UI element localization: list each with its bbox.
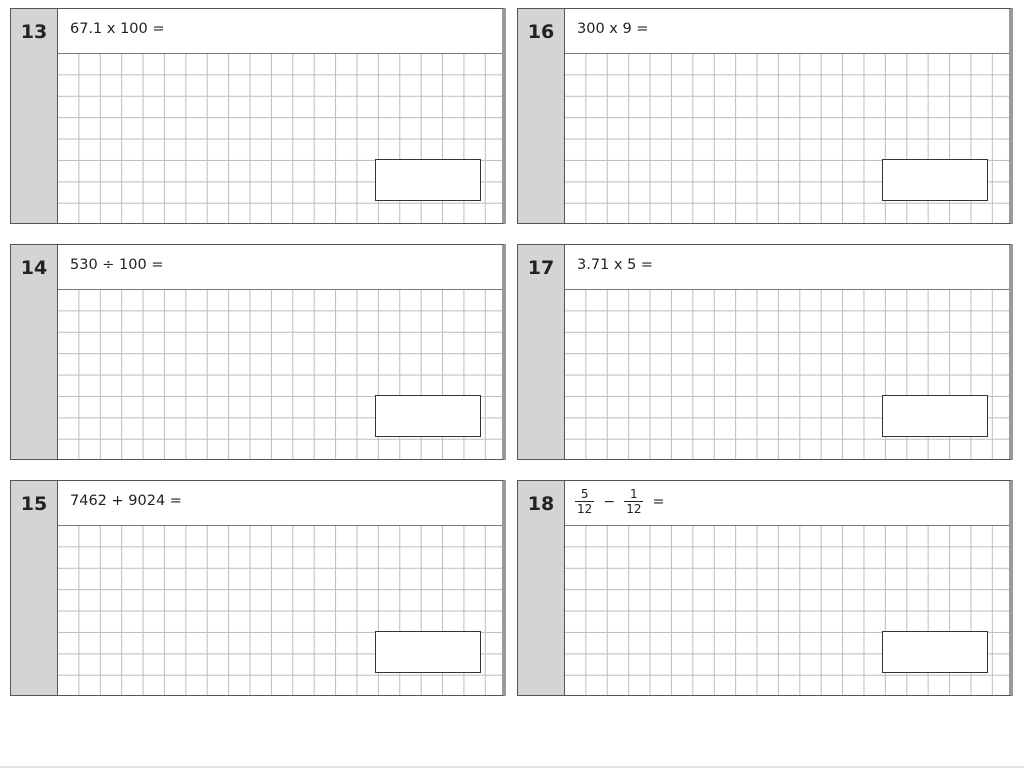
question-header	[58, 481, 502, 526]
question-number: 18	[527, 493, 555, 515]
question-number-panel	[11, 245, 58, 459]
question-number-panel	[518, 481, 565, 695]
answer-box[interactable]	[882, 631, 988, 673]
question-header	[565, 481, 1009, 526]
question-number-panel	[518, 245, 565, 459]
fraction-numerator: 1	[624, 487, 643, 502]
question-number-panel	[11, 481, 58, 695]
question-text	[575, 487, 668, 516]
question-header	[565, 245, 1009, 290]
fraction	[624, 487, 643, 516]
question-text: 67.1 x 100 =	[70, 21, 165, 37]
question-18	[517, 480, 1013, 696]
answer-box[interactable]	[375, 395, 481, 437]
question-header	[58, 245, 502, 290]
question-number: 16	[527, 21, 555, 43]
question-17	[517, 244, 1013, 460]
question-number: 14	[20, 257, 48, 279]
question-number: 17	[527, 257, 555, 279]
question-number: 13	[20, 21, 48, 43]
question-14	[10, 244, 506, 460]
answer-box[interactable]	[375, 159, 481, 201]
question-text: 3.71 x 5 =	[577, 257, 654, 273]
answer-box[interactable]	[882, 159, 988, 201]
question-header	[58, 9, 502, 54]
question-16	[517, 8, 1013, 224]
minus-operator: −	[603, 493, 616, 510]
question-text: 530 ÷ 100 =	[70, 257, 164, 273]
answer-box[interactable]	[375, 631, 481, 673]
question-15	[10, 480, 506, 696]
question-header	[565, 9, 1009, 54]
question-text: 7462 + 9024 =	[70, 493, 182, 509]
answer-box[interactable]	[882, 395, 988, 437]
question-13	[10, 8, 506, 224]
fraction-denominator: 12	[577, 502, 593, 516]
question-number: 15	[20, 493, 48, 515]
question-number-panel	[11, 9, 58, 223]
fraction	[575, 487, 594, 516]
equals-sign: =	[652, 493, 665, 510]
fraction-numerator: 5	[575, 487, 594, 502]
fraction-denominator: 12	[626, 502, 642, 516]
question-text: 300 x 9 =	[577, 21, 649, 37]
question-number-panel	[518, 9, 565, 223]
